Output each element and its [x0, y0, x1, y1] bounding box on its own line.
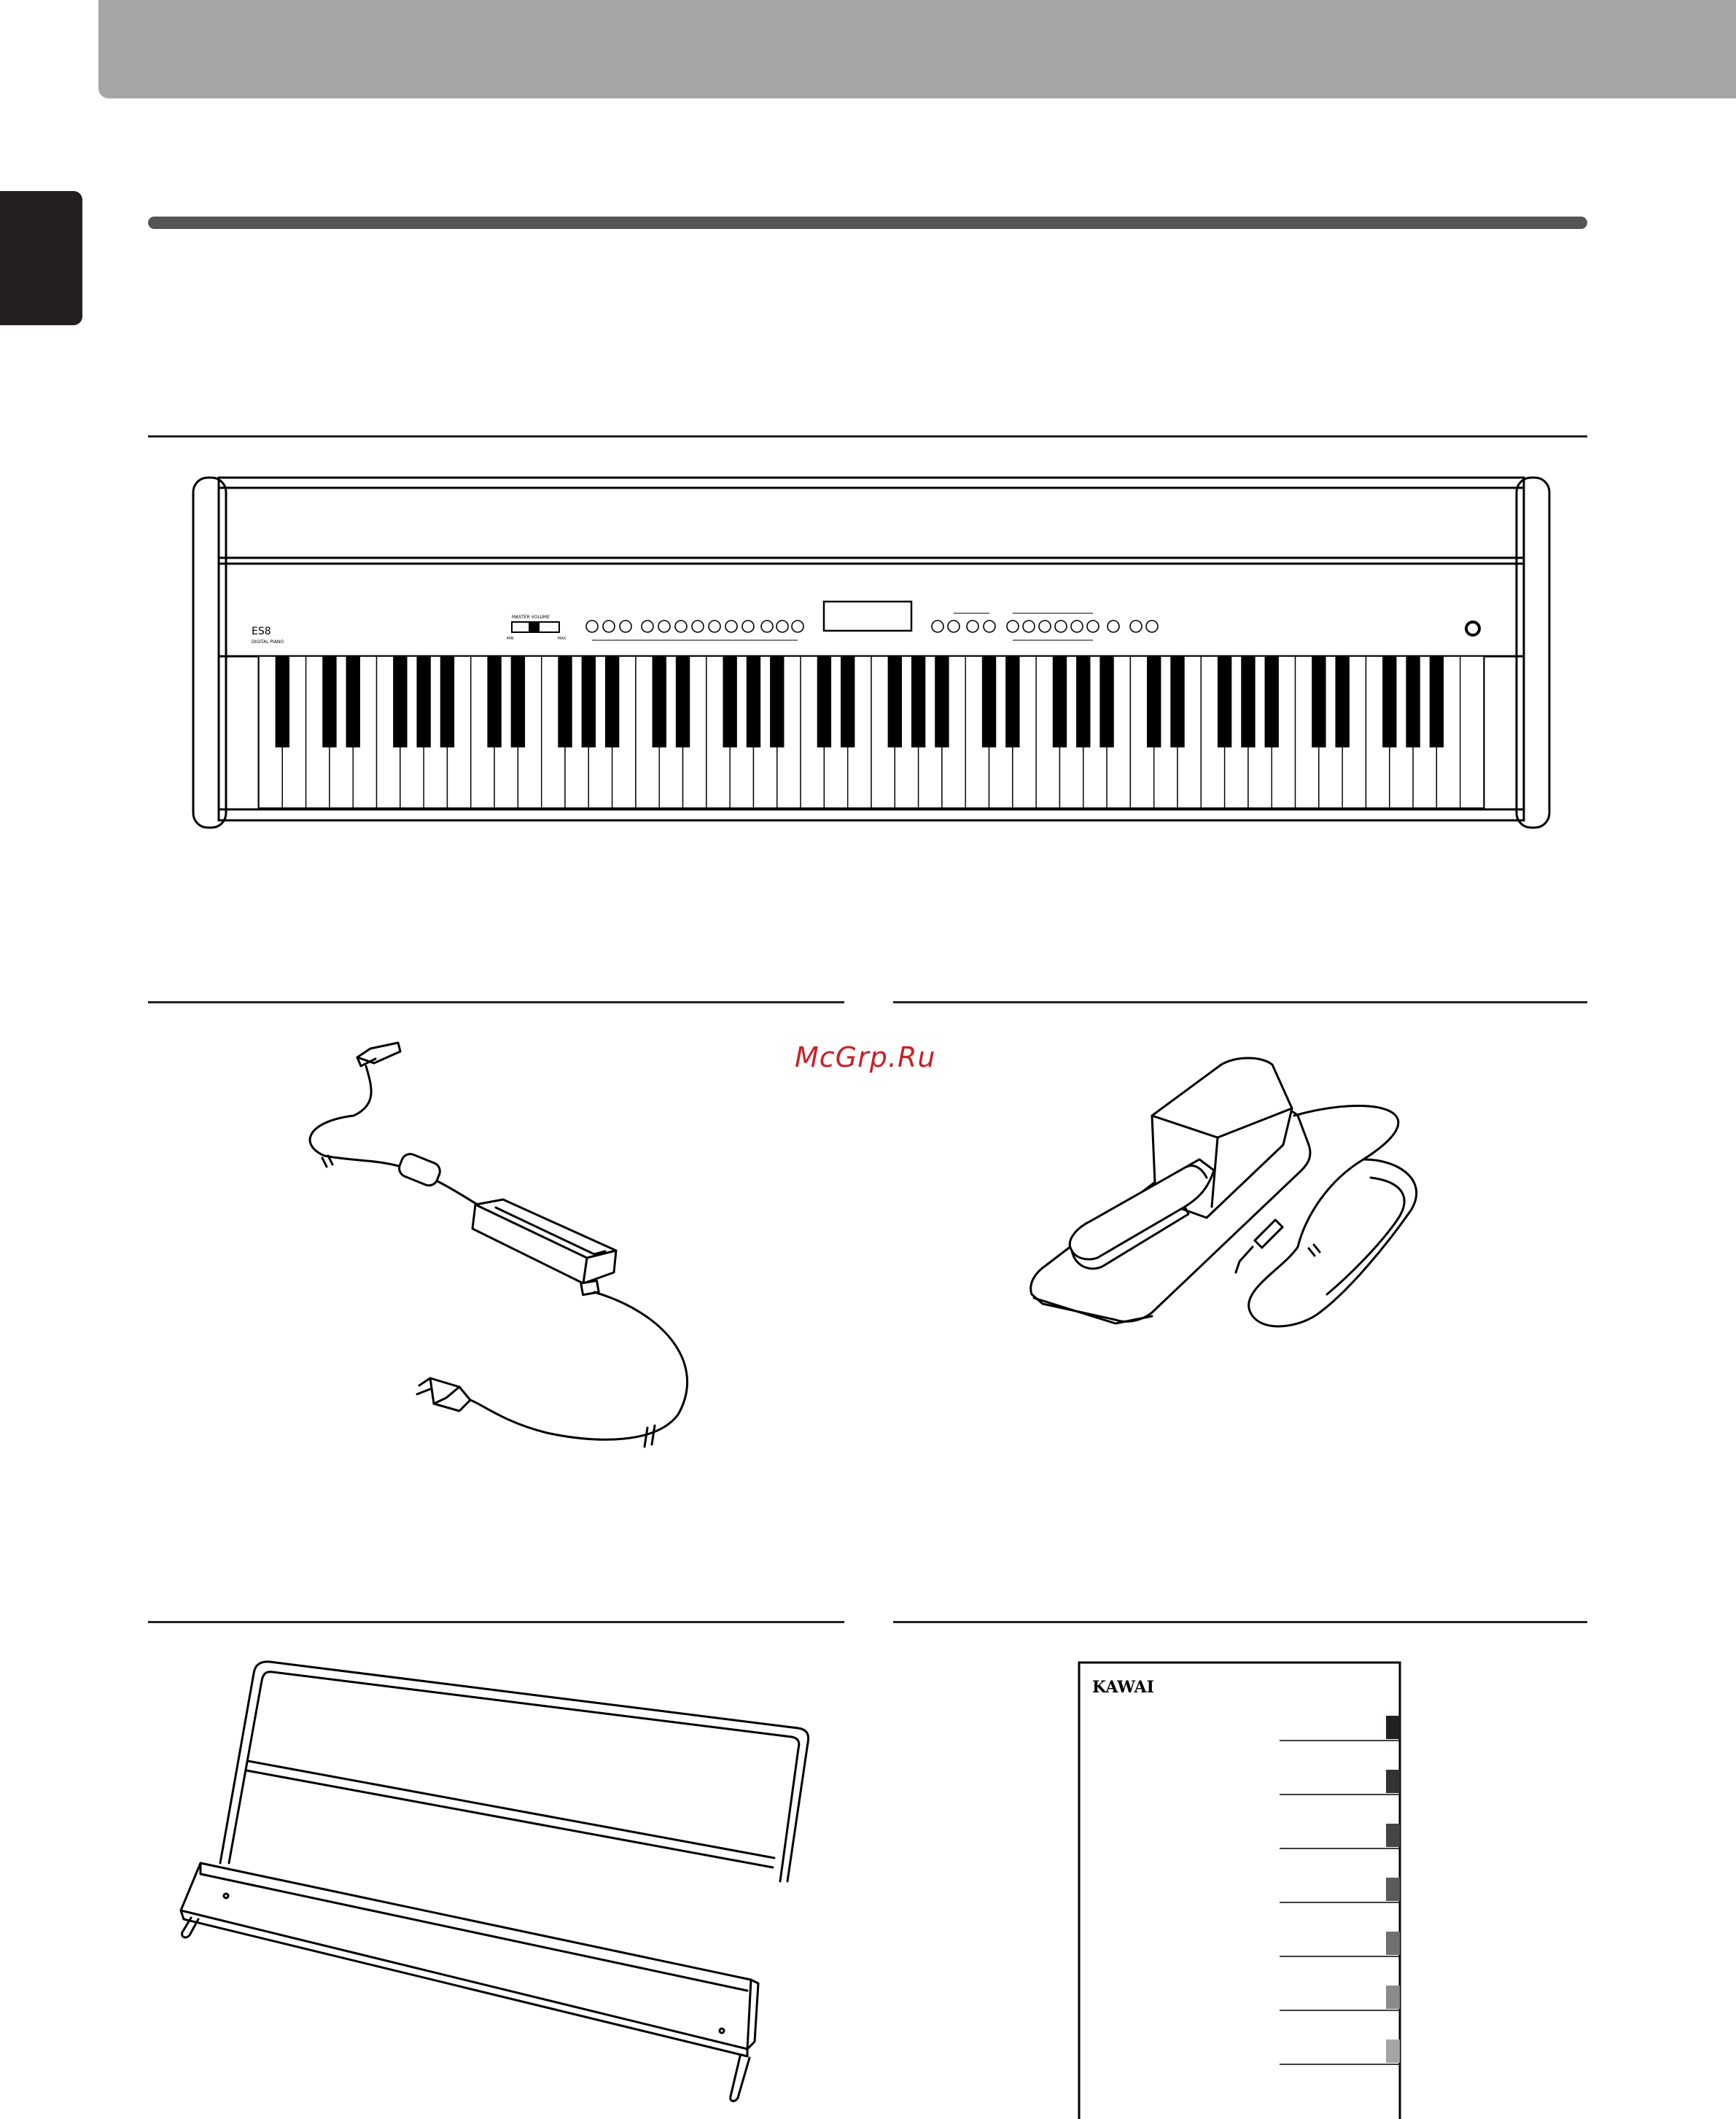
- black-key: [1406, 656, 1420, 747]
- black-key: [346, 656, 360, 747]
- ac-adaptor-illustration: [284, 1035, 722, 1458]
- black-key: [1265, 656, 1279, 747]
- black-key: [935, 656, 949, 747]
- manual-tab: [1386, 2040, 1400, 2063]
- black-key: [393, 656, 407, 747]
- manual-tab: [1386, 1770, 1400, 1793]
- section-rule-adaptor: [148, 1001, 844, 1003]
- black-key: [511, 656, 525, 747]
- black-key: [1099, 656, 1113, 747]
- white-key: [1460, 656, 1484, 808]
- section-rule-piano: [148, 435, 1587, 438]
- header-band: [98, 0, 1736, 98]
- black-key: [1430, 656, 1444, 747]
- black-key: [1147, 656, 1161, 747]
- black-key: [322, 656, 336, 747]
- black-key: [416, 656, 430, 747]
- manual-tab: [1386, 1986, 1400, 2009]
- watermark: McGrp.Ru: [795, 1041, 936, 1073]
- black-key: [1053, 656, 1067, 747]
- black-key: [558, 656, 572, 747]
- black-key: [1382, 656, 1396, 747]
- black-key: [888, 656, 902, 747]
- section-rule-music-rest: [148, 1621, 844, 1623]
- black-key: [817, 656, 831, 747]
- section-rule-pedal: [893, 1001, 1587, 1003]
- black-key: [487, 656, 501, 747]
- black-key: [911, 656, 925, 747]
- black-key: [440, 656, 454, 747]
- black-key: [747, 656, 760, 747]
- black-key: [1170, 656, 1184, 747]
- manual-brand-label: KAWAI: [1092, 1678, 1154, 1697]
- black-key: [770, 656, 784, 747]
- black-key: [841, 656, 855, 747]
- black-key: [1005, 656, 1019, 747]
- black-key: [723, 656, 736, 747]
- piano-model-label: ES8: [252, 626, 271, 637]
- piano-subtitle-label: DIGITAL PIANO: [252, 639, 284, 645]
- black-key: [1218, 656, 1231, 747]
- section-title-bar: [148, 217, 1587, 229]
- manual-tab: [1386, 1716, 1400, 1739]
- black-key: [1335, 656, 1349, 747]
- black-key: [1312, 656, 1326, 747]
- black-key: [653, 656, 666, 747]
- digital-piano-illustration: [186, 470, 1557, 835]
- black-key: [676, 656, 690, 747]
- music-rest-illustration: [175, 1655, 817, 2115]
- piano-keyboard: [259, 656, 1484, 808]
- section-rule-manual: [893, 1621, 1587, 1623]
- black-key: [605, 656, 619, 747]
- manual-tab: [1386, 1878, 1400, 1901]
- language-tab: [0, 191, 82, 325]
- black-key: [582, 656, 596, 747]
- master-volume-label: MASTER VOLUME: [512, 615, 550, 620]
- volume-min-label: MIN: [507, 637, 514, 641]
- black-key: [1241, 656, 1255, 747]
- black-key: [276, 656, 289, 747]
- manual-tab: [1386, 1824, 1400, 1847]
- damper-pedal-illustration: [1021, 1035, 1473, 1415]
- black-key: [982, 656, 996, 747]
- manual-tab: [1386, 1932, 1400, 1955]
- volume-max-label: MAX: [558, 637, 567, 641]
- owners-manual-illustration: [1072, 1655, 1407, 2119]
- black-key: [1076, 656, 1090, 747]
